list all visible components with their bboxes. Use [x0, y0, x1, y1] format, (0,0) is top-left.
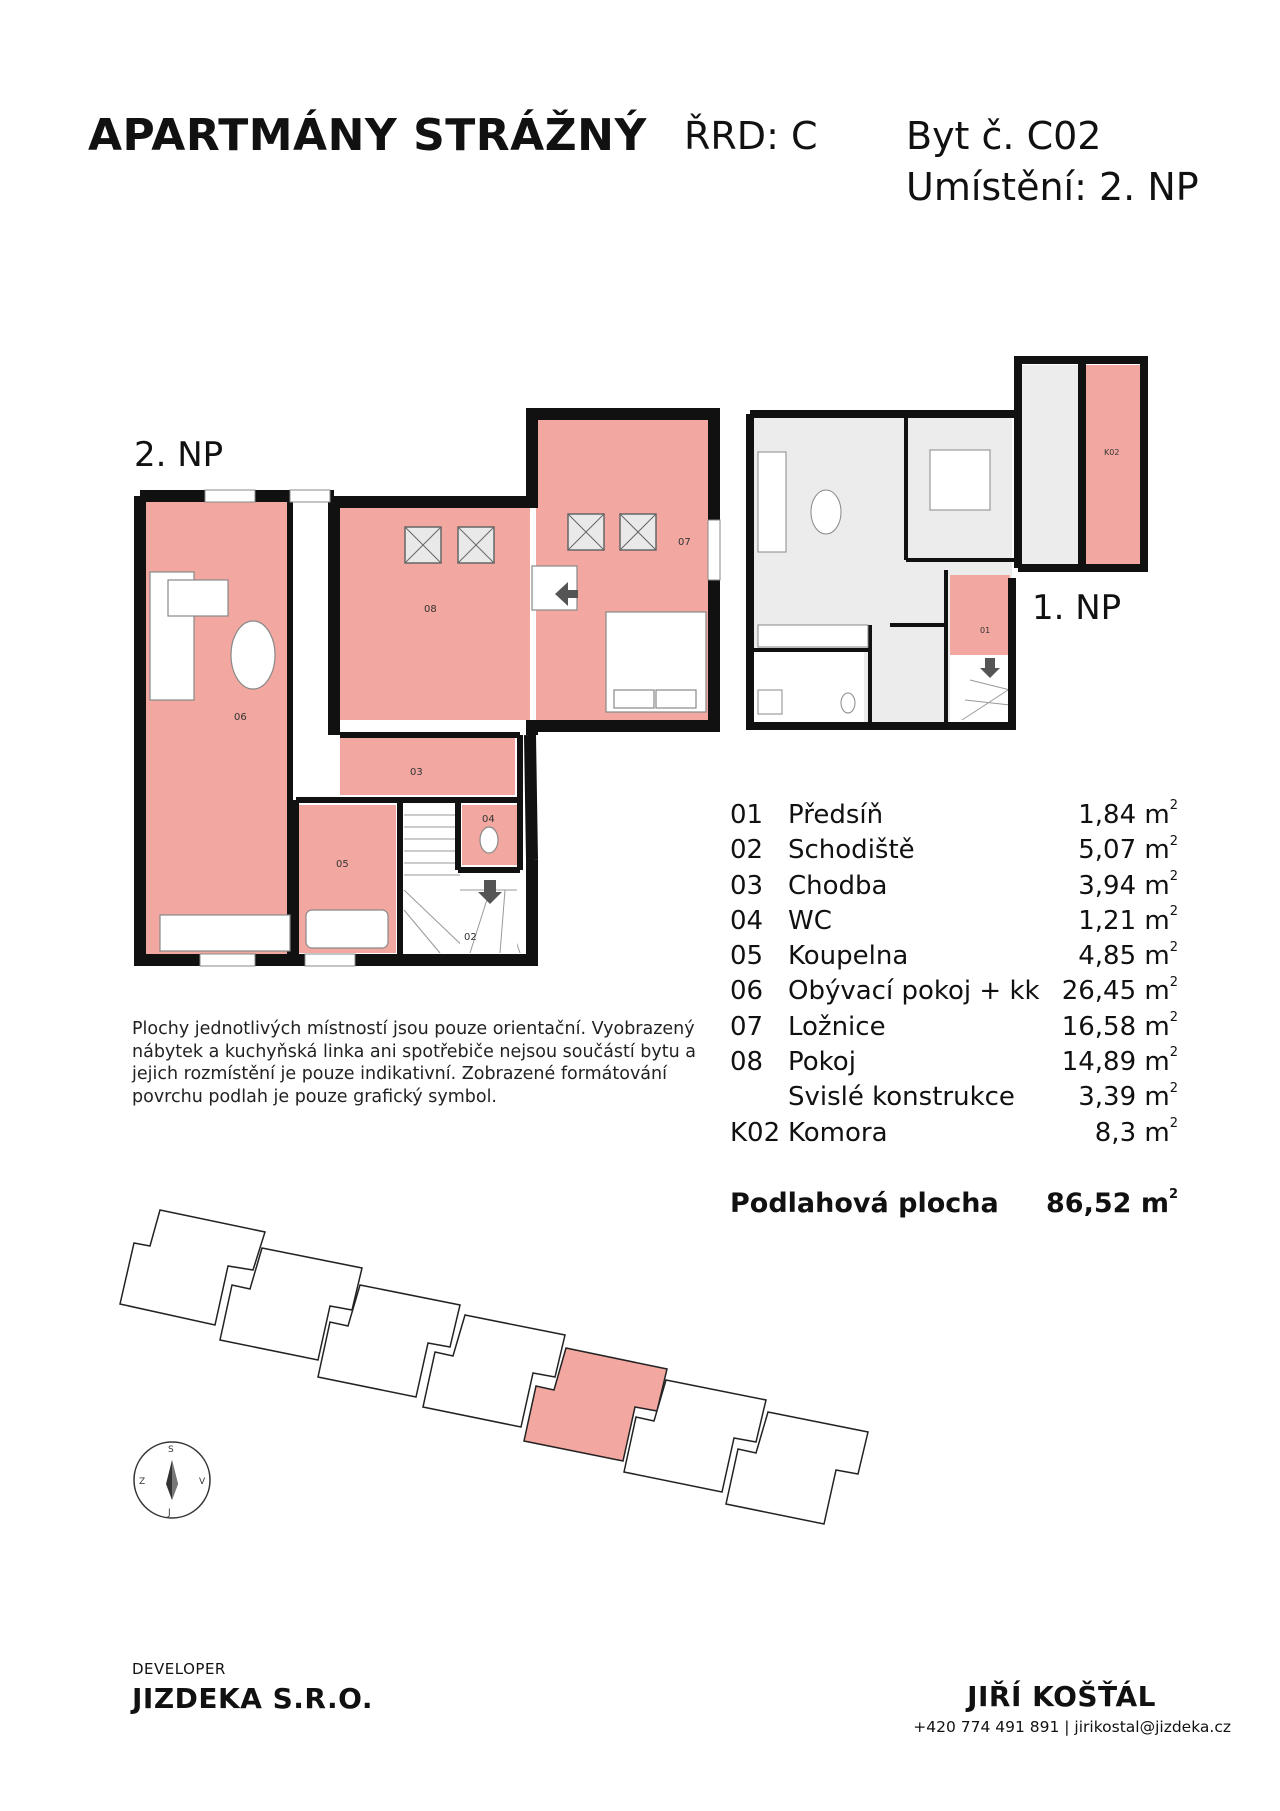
floor-1-plan [750, 360, 1144, 726]
disclaimer-text: Plochy jednotlivých místností jsou pouze orientační. Vyobrazený nábytek a kuchyňská linka ani spotřebiče nejsou součástí bytu a jejich rozmístění je pouze indikativní. Zobrazené formátování povrchu podlah je pouze grafický symbol. [132, 1019, 696, 1107]
compass-east: V [199, 1477, 206, 1487]
tag-05: 05 [336, 859, 349, 870]
total-label: Podlahová plocha [730, 1188, 999, 1219]
floor-2-plan [140, 414, 720, 966]
room-row [730, 1118, 1190, 1153]
tag-08: 08 [424, 604, 437, 615]
total-area: 86,52 $m^2$ [1046, 1187, 1178, 1219]
developer-name: JIZDEKA S.R.O. [132, 1682, 373, 1715]
room-area: 1,84 $m^2$ [1078, 798, 1178, 830]
room-number: 06 [730, 976, 764, 1007]
room-name: Koupelna [788, 941, 909, 972]
room-name: Komora [788, 1117, 888, 1148]
room-row [730, 1047, 1190, 1082]
toilet-icon-1np [841, 693, 855, 713]
room-row [730, 1082, 1190, 1117]
room-number: 04 [730, 905, 764, 936]
rrd-label: ŘRD: C [684, 114, 818, 158]
shower-icon [758, 690, 782, 714]
room-name: Ložnice [788, 1011, 886, 1042]
room-row [730, 906, 1190, 941]
room-list [730, 800, 1190, 1153]
room-name: Obývací pokoj + kk [788, 976, 1040, 1007]
floor-1-label: 1. NP [1032, 588, 1122, 628]
kitchen-counter-icon [160, 915, 290, 951]
room-area: 4,85 $m^2$ [1078, 939, 1178, 972]
table-icon [231, 621, 275, 689]
room-row [730, 835, 1190, 870]
floor-2-label: 2. NP [134, 435, 224, 475]
room-area: 16,58 $m^2$ [1061, 1010, 1178, 1042]
tag-07: 07 [678, 537, 691, 548]
room-area: 5,07 $m^2$ [1078, 833, 1178, 866]
room-area: 26,45 $m^2$ [1061, 974, 1178, 1007]
room-row [730, 1012, 1190, 1047]
room-area: 8,3 $m^2$ [1094, 1116, 1178, 1148]
tag-06: 06 [234, 712, 247, 723]
room-name: Svislé konstrukce [788, 1082, 1015, 1113]
room-name: Předsíň [788, 800, 884, 830]
project-title: APARTMÁNY STRÁŽNÝ [88, 110, 647, 161]
bathtub-icon [306, 910, 388, 948]
tag-k02: K02 [1104, 448, 1120, 457]
compass-west: Z [139, 1477, 146, 1487]
unit-number: Byt č. C02 [906, 114, 1102, 158]
room-number: 08 [730, 1047, 764, 1078]
room-row [730, 941, 1190, 976]
room-03 [340, 735, 515, 795]
room-row [730, 868, 1190, 906]
unit-location: Umístění: 2. NP [906, 165, 1199, 209]
compass-icon [134, 1442, 210, 1518]
room-number: 03 [730, 870, 764, 901]
room-number: 07 [730, 1011, 764, 1042]
room-name: Chodba [788, 870, 888, 901]
bed-icon-1np [930, 450, 990, 510]
room-number: K02 [730, 1117, 781, 1148]
room-number: 01 [730, 800, 764, 830]
tag-03: 03 [410, 767, 423, 778]
room-01 [950, 575, 1010, 655]
room-k02 [1082, 365, 1142, 565]
room-area: 3,39 $m^2$ [1078, 1080, 1178, 1113]
room-name: Schodiště [788, 835, 915, 866]
compass-south: J [168, 1508, 171, 1518]
contact-info: +420 774 491 891 | jirikostal@jizdeka.cz [913, 1718, 1231, 1736]
room-06 [140, 496, 290, 956]
kitchen-counter-icon-1np [758, 625, 868, 647]
contact-name: JIŘÍ KOŠŤÁL [967, 1680, 1156, 1713]
sofa-icon-1np [758, 452, 786, 552]
table-icon-1np [811, 490, 841, 534]
tag-01: 01 [980, 626, 991, 635]
room-number: 05 [730, 941, 764, 972]
room-row [730, 800, 1190, 835]
room-area: 1,21 $m^2$ [1078, 904, 1178, 936]
room-name: WC [788, 905, 832, 936]
room-area: 3,94 $m^2$ [1078, 868, 1178, 901]
toilet-icon [480, 827, 498, 853]
tag-04: 04 [482, 814, 495, 825]
room-number: 02 [730, 835, 764, 866]
total-area-row [730, 1188, 1190, 1219]
tag-02: 02 [464, 932, 477, 943]
site-plan [120, 1210, 868, 1524]
room-row [730, 976, 1190, 1011]
room-name: Pokoj [788, 1047, 856, 1078]
room-area: 14,89 $m^2$ [1061, 1045, 1178, 1078]
developer-label: DEVELOPER [132, 1660, 226, 1678]
compass-north: S [168, 1445, 174, 1455]
